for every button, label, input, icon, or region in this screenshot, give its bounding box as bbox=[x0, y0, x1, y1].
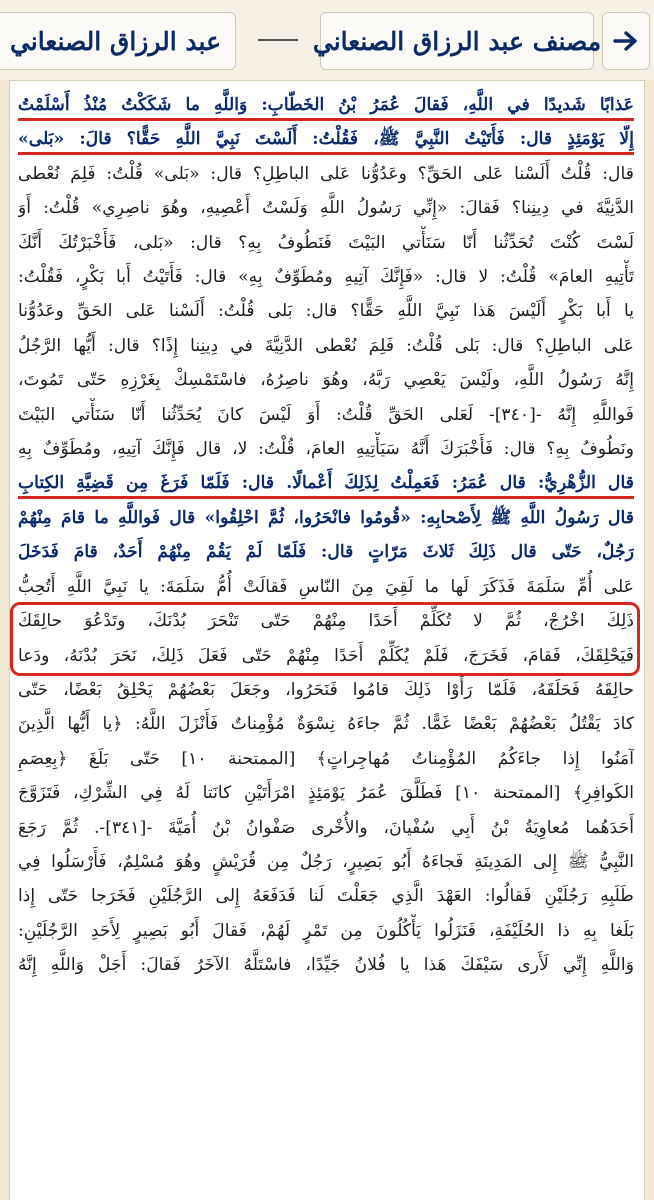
text-line: عَلى الباطِلِ؟ قال: بَلى قُلْتُ: فَلِمَ نُعْطى الدَّنِيَّةَ في دِينِنا إِذًا؟ قال: أَيُّها الرَّجُلُ bbox=[18, 335, 634, 356]
text-line: النَّبِيُّ ﷺ إِلى المَدِينَةِ فَجاءَهُ أَبُو بَصِيرٍ، رَجُلٌ مِن قُرَيْشٍ وهُوَ مُسْلِمٌ، فَأَرْسَلُوا فِي bbox=[18, 851, 634, 872]
text-line: كادَ يَقْتُلُ بَعْضُهُمْ بَعْضًا غَمًّا. ثُمَّ جاءَهُ نِسْوَةٌ مُؤْمِناتٌ فَأَنْزَلَ اللَّهُ: ﴿يا أَيُّها الَّذِينَ bbox=[18, 714, 634, 735]
text-line: ذَلِكَ اخْرُجْ، ثُمَّ لا تُكَلِّمْ أَحَدًا مِنْهُمْ حَتّى تَنْحَرَ بُدْنَكَ، وتَدْعُوَ حالِقَكَ bbox=[18, 611, 634, 632]
text-line: وَاللَّهِ إِنِّي لَأَرى سَيْفَكَ هَذا يا فُلانُ جَيِّدًا، فاسْتَلَّهُ الآخَرُ فَقالَ: أَجَلْ وَاللَّهِ إِنَّهُ bbox=[18, 955, 634, 976]
text-line: تَأْتِيهِ العامَ» قُلْتُ: لا قال: «فَإِنَّكَ آتِيهِ ومُطَوِّفٌ بِهِ» قال: فَأَتَيْتُ أَبا بَكْرٍ، فَقُلْتُ: bbox=[18, 267, 634, 288]
book-title-tab[interactable] bbox=[312, 12, 602, 70]
text-line: لَسْتَ كُنْتَ تُحَدِّثُنا أَنّا سَنَأْتي البَيْتَ فَنَطُوفُ بِهِ؟ قال: «بَلى، فَأَخْبَرْتُكَ أَنَّكَ bbox=[18, 232, 634, 253]
page-edge-right bbox=[644, 80, 654, 1200]
text-line: عَذابًا شَديدًا في اللَّهِ، فَقالَ عُمَرُ بْنُ الخَطّابِ: وَاللَّهِ ما شَكَكْتُ مُنْذُ أَسْلَمْتُ bbox=[18, 95, 634, 115]
author-title: عبد الرزاق الصنعاني bbox=[9, 26, 221, 56]
text-line: عَلى أُمِّ سَلَمَةَ فَذَكَرَ لَها ما لَقِيَ مِنَ النّاسِ فَقالَتْ أُمُّ سَلَمَةَ: يا نَبِيَّ اللَّهِ أَتُحِبُّ bbox=[18, 576, 634, 597]
text-line: فَواللَّهِ إِنَّهُ -[٣٤٠]- لَعَلى الحَقِّ قُلْتُ: أَوَ لَيْسَ كانَ يُحَدِّثُنا أَنّا سَنَأْتي البَيْتَ bbox=[18, 404, 634, 425]
text-line: قال الزُّهْرِيُّ: قال عُمَرُ: فَعَمِلْتُ لِذَلِكَ أَعْمالًا. قال: فَلَمّا فَرَغَ مِن قَضِيَّةِ الكِتابِ bbox=[18, 473, 634, 494]
text-line: يا أَبا بَكْرٍ أَلَيْسَ هَذا نَبِيَّ اللَّهِ حَقًّا؟ قال: بَلى قُلْتُ: أَلَسْنا عَلى الحَقِّ وعَدُوُّنا bbox=[18, 301, 634, 322]
breadcrumb-separator bbox=[258, 39, 298, 41]
text-line: قال رَسُولُ اللَّهِ ﷺ لِأَصْحابِهِ: «قُومُوا فانْحَرُوا، ثُمَّ احْلِقُوا» قال فَواللَّهِ ما قامَ مِنْهُمْ bbox=[18, 507, 634, 528]
text-line: بَلَغا بِهِ ذا الحُلَيْفَةِ، فَنَزَلُوا يَأْكُلُونَ مِن تَمْرٍ لَهُمْ، فَقالَ أَبُو بَصِيرٍ لِأَحَدِ الرَّجُلَيْنِ: bbox=[18, 920, 634, 941]
text-line: أَحَدَهُما مُعاوِيَةُ بْنُ أَبِي سُفْيانَ، والأُخْرى صَفْوانُ بْنُ أُمَيَّةَ -[٣٤١]-. ثُمَّ رَجَعَ bbox=[18, 817, 634, 838]
author-title-tab[interactable] bbox=[0, 12, 236, 70]
arrow-right-icon bbox=[613, 30, 639, 52]
text-line: ونَطُوفُ بِهِ؟ قال: فَأَخْبَرَكَ أَنَّهُ سَيَأْتِيهِ العامَ، قُلْتُ: لا، قال فَإِنَّكَ آتِيهِ، ومُطَوِّفٌ بِهِ bbox=[18, 439, 634, 460]
text-line: إِلّا يَوْمَئِذٍ قال: فَأَتَيْتُ النَّبِيَّ ﷺ، فَقُلْتُ: أَلَسْتَ نَبِيَّ اللَّهِ حَقًّا؟ قالَ: «بَلى» bbox=[18, 129, 634, 150]
book-title: مصنف عبد الرزاق الصنعاني bbox=[312, 26, 602, 56]
text-line: حالِقَهُ فَحَلَقَهُ، فَلَمّا رَأَوْا ذَلِكَ قامُوا فَنَحَرُوا، وجَعَلَ بَعْضُهُمْ يَحْلِقُ بَعْضًا، حَتّى bbox=[18, 679, 634, 700]
back-button[interactable] bbox=[602, 12, 650, 70]
book-page bbox=[0, 80, 654, 1200]
text-line: رَجُلٌ، حَتّى قال ذَلِكَ ثَلاثَ مَرّاتٍ قال: فَلَمّا لَمْ يَقُمْ مِنْهُمْ أَحَدٌ، قامَ فَدَخَلَ bbox=[18, 542, 634, 563]
page-edge-left bbox=[0, 80, 10, 1200]
text-line: قال: قُلْتُ أَلَسْنا عَلى الحَقِّ؟ وعَدُوُّنا عَلى الباطِلِ؟ قال: «بَلى» قُلْتُ: فَلِمَ نُعْطى bbox=[18, 163, 634, 184]
text-line: آمَنُوا إِذا جاءَكُمُ المُؤْمِناتُ مُهاجِراتٍ﴾ [الممتحنة ١٠] حَتّى بَلَغَ ﴿بِعِصَمِ bbox=[18, 748, 634, 769]
text-line: فَيَحْلِقَكَ، فَقامَ، فَخَرَجَ، فَلَمْ يُكَلِّمْ أَحَدًا مِنْهُمْ حَتّى فَعَلَ ذَلِكَ، نَحَرَ بُدْنَهُ، ودَعا bbox=[18, 645, 634, 666]
text-line: الدَّنِيَّةَ في دِينِنا؟ فَقالَ: «إِنِّي رَسُولُ اللَّهِ وَلَسْتُ أَعْصِيهِ، وهُوَ ناصِرِي» قُلْتُ: أَوَ bbox=[18, 198, 634, 219]
text-line: إِنَّهُ رَسُولُ اللَّهِ، ولَيْسَ يَعْصِي رَبَّهُ، وهُوَ ناصِرُهُ، فاسْتَمْسِكْ بِغَرْزِهِ حَتّى تَمُوتَ، bbox=[18, 370, 634, 391]
hadith-text bbox=[18, 88, 634, 983]
text-line: طَلَبِهِ رَجُلَيْنِ فَقالُوا: العَهْدَ الَّذِي جَعَلْتَ لَنا فَدَفَعَهُ إِلى الرَّجُلَيْنِ فَخَرَجا حَتّى إِذا bbox=[18, 886, 634, 907]
app-header bbox=[0, 0, 654, 81]
text-line: الكَوافِرِ﴾ [الممتحنة ١٠] فَطَلَّقَ عُمَرُ يَوْمَئِذٍ امْرَأَتَيْنِ كانَتا لَهُ فِي الشِّرْكِ، فَتَزَوَّجَ bbox=[18, 783, 634, 804]
